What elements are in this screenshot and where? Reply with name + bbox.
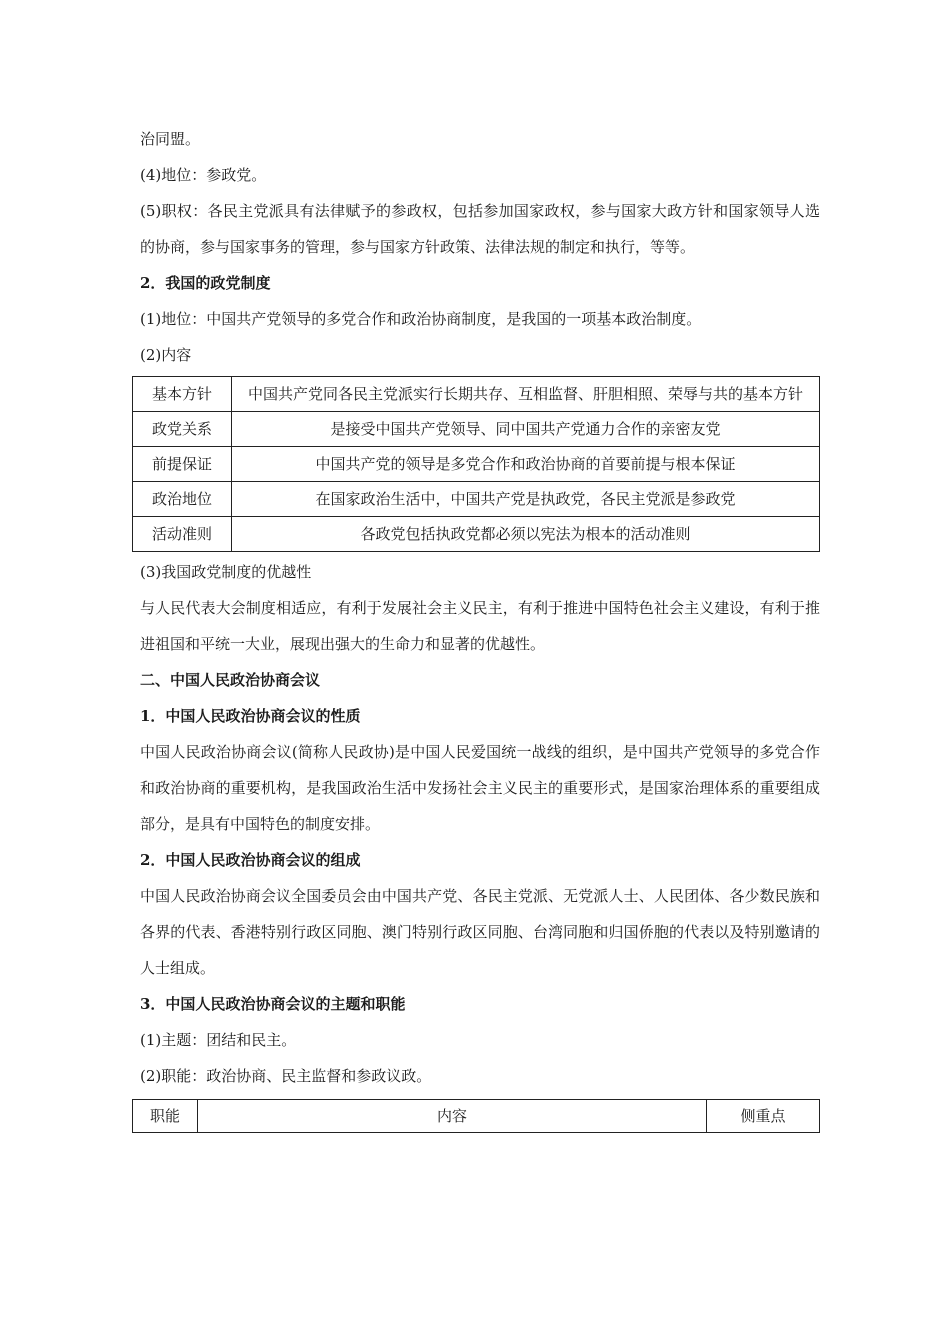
- section-heading: 2．中国人民政治协商会议的组成: [140, 851, 361, 869]
- table-cell-key: 政治地位: [133, 482, 232, 517]
- party-system-table: [132, 376, 820, 552]
- paragraph: (2)职能：政治协商、民主监督和参政议政。: [140, 1067, 432, 1085]
- cppcc-functions-table: [132, 1099, 820, 1133]
- section-heading: 2．我国的政党制度: [140, 274, 271, 292]
- document-body: [140, 121, 820, 1133]
- paragraph: 中国人民政治协商会议(简称人民政协)是中国人民爱国统一战线的组织，是中国共产党领导的多党合作和政治协商的重要机构，是我国政治生活中发扬社会主义民主的重要形式，是国家治理体系的重要组成部分，是具有中国特色的制度安排。: [140, 743, 820, 833]
- table-cell-value: 是接受中国共产党领导、同中国共产党通力合作的亲密友党: [232, 412, 820, 447]
- table-cell-value: 中国共产党同各民主党派实行长期共存、互相监督、肝胆相照、荣辱与共的基本方针: [232, 377, 820, 412]
- table-row: [133, 517, 820, 552]
- table-cell-value: 中国共产党的领导是多党合作和政治协商的首要前提与根本保证: [232, 447, 820, 482]
- table-cell-key: 基本方针: [133, 377, 232, 412]
- table-row: [133, 447, 820, 482]
- table-header-cell: 侧重点: [707, 1100, 820, 1133]
- paragraph: 治同盟。: [140, 130, 201, 148]
- table-header-cell: 职能: [133, 1100, 198, 1133]
- paragraph: (5)职权：各民主党派具有法律赋予的参政权，包括参加国家政权，参与国家大政方针和国家领导人选的协商，参与国家事务的管理，参与国家方针政策、法律法规的制定和执行，等等。: [140, 202, 820, 256]
- chapter-heading: 二、中国人民政治协商会议: [140, 671, 321, 689]
- table-cell-value: 在国家政治生活中，中国共产党是执政党，各民主党派是参政党: [232, 482, 820, 517]
- table-header-row: [133, 1100, 820, 1133]
- table-row: [133, 412, 820, 447]
- table-cell-key: 前提保证: [133, 447, 232, 482]
- table-row: [133, 482, 820, 517]
- section-heading: 3．中国人民政治协商会议的主题和职能: [140, 995, 406, 1013]
- table-header-cell: 内容: [198, 1100, 707, 1133]
- paragraph: 中国人民政治协商会议全国委员会由中国共产党、各民主党派、无党派人士、人民团体、各少数民族和各界的代表、香港特别行政区同胞、澳门特别行政区同胞、台湾同胞和归国侨胞的代表以及特别邀请的人士组成。: [140, 887, 820, 977]
- paragraph: 与人民代表大会制度相适应，有利于发展社会主义民主，有利于推进中国特色社会主义建设，有利于推进祖国和平统一大业，展现出强大的生命力和显著的优越性。: [140, 599, 820, 653]
- paragraph: (1)主题：团结和民主。: [140, 1031, 297, 1049]
- paragraph: (1)地位：中国共产党领导的多党合作和政治协商制度，是我国的一项基本政治制度。: [140, 310, 702, 328]
- paragraph: (2)内容: [140, 346, 192, 364]
- paragraph: (4)地位：参政党。: [140, 166, 267, 184]
- table-cell-key: 政党关系: [133, 412, 232, 447]
- paragraph: (3)我国政党制度的优越性: [140, 563, 312, 581]
- table-row: [133, 377, 820, 412]
- section-heading: 1．中国人民政治协商会议的性质: [140, 707, 361, 725]
- table-cell-value: 各政党包括执政党都必须以宪法为根本的活动准则: [232, 517, 820, 552]
- table-cell-key: 活动准则: [133, 517, 232, 552]
